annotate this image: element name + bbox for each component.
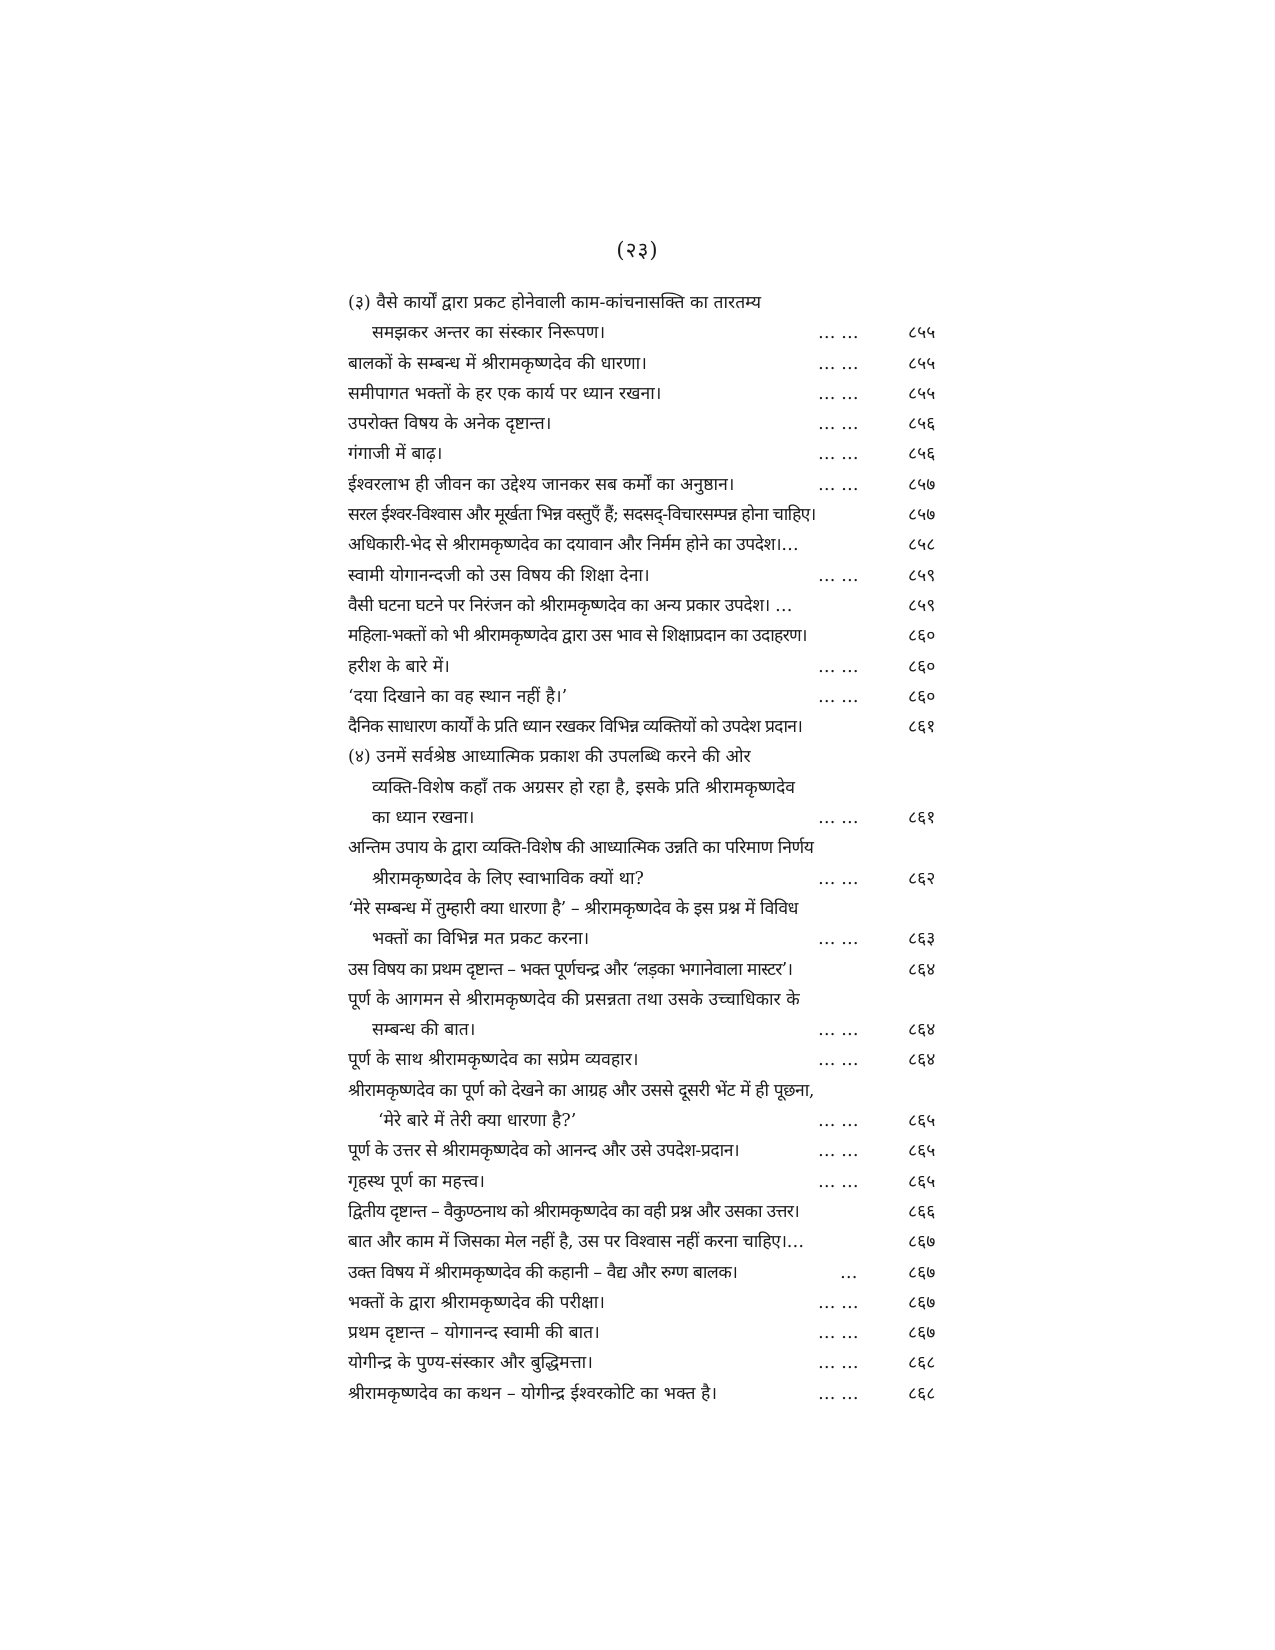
toc-entry-title: हरीश के बारे में। — [348, 656, 450, 677]
toc-page-number: ८५९ — [908, 565, 936, 586]
toc-entry — [348, 561, 960, 591]
toc-entry — [348, 1197, 960, 1227]
toc-entry — [348, 652, 960, 682]
toc-entry-title: ‘मेरे सम्बन्ध में तुम्हारी क्या धारणा है’ – श्रीरामकृष्णदेव के इस प्रश्न में विविध — [348, 898, 798, 919]
toc-entry-title: भक्तों का विभिन्न मत प्रकट करना। — [372, 929, 590, 950]
toc-entry-title: का ध्यान रखना। — [372, 808, 475, 829]
toc-entry — [348, 803, 960, 833]
toc-page-number: ८५५ — [908, 323, 936, 344]
toc-entry-title: श्रीरामकृष्णदेव का कथन – योगीन्द्र ईश्वरकोटि का भक्त है। — [348, 1383, 717, 1404]
toc-entry — [348, 318, 960, 348]
toc-entry — [348, 621, 960, 651]
toc-entry-title: पूर्ण के उत्तर से श्रीरामकृष्णदेव को आनन्द और उसे उपदेश-प्रदान। — [348, 1141, 740, 1162]
toc-leader-dots: … … — [818, 1323, 859, 1344]
toc-entry-title: योगीन्द्र के पुण्य-संस्कार और बुद्धिमत्ता। — [348, 1353, 593, 1374]
toc-page-number: ८६१ — [908, 717, 936, 738]
toc-entry — [348, 1106, 960, 1136]
toc-leader-dots: … … — [818, 1292, 859, 1313]
toc-entry — [348, 1258, 960, 1288]
toc-entry-title: भक्तों के द्वारा श्रीरामकृष्णदेव की परीक्षा। — [348, 1292, 605, 1313]
toc-leader-dots: … — [840, 1262, 858, 1283]
toc-page-number: ८६५ — [908, 1111, 936, 1132]
toc-entry-title: ईश्वरलाभ ही जीवन का उद्देश्य जानकर सब कर्मों का अनुष्ठान। — [348, 474, 735, 495]
toc-page-number: ८६१ — [908, 808, 936, 829]
toc-entry — [348, 712, 960, 742]
toc-page-number: ८६० — [908, 686, 936, 707]
toc-leader-dots: … … — [818, 1050, 859, 1071]
toc-entry — [348, 439, 960, 469]
toc-entry — [348, 1288, 960, 1318]
toc-leader-dots: … … — [818, 686, 859, 707]
toc-leader-dots: … … — [818, 565, 859, 586]
toc-entry-title: (४) उनमें सर्वश्रेष्ठ आध्यात्मिक प्रकाश की उपलब्धि करने की ओर — [348, 747, 751, 768]
toc-page-number: ८६५ — [908, 1171, 936, 1192]
toc-entry-title: समझकर अन्तर का संस्कार निरूपण। — [372, 323, 606, 344]
toc-entry — [348, 1227, 960, 1257]
toc-entry — [348, 773, 960, 803]
toc-page-number: ८५५ — [908, 383, 936, 404]
toc-leader-dots: … … — [818, 868, 859, 889]
toc-entry-title: स्वामी योगानन्दजी को उस विषय की शिक्षा देना। — [348, 565, 650, 586]
toc-entry — [348, 591, 960, 621]
toc-page-number: ८५६ — [908, 414, 936, 435]
toc-entry — [348, 924, 960, 954]
toc-leader-dots: … … — [818, 1171, 859, 1192]
toc-entry — [348, 833, 960, 863]
toc-entry-title: ‘दया दिखाने का वह स्थान नहीं है।’ — [348, 686, 568, 707]
toc-leader-dots: … … — [818, 383, 859, 404]
toc-entry-title: श्रीरामकृष्णदेव के लिए स्वाभाविक क्यों था? — [372, 868, 644, 889]
toc-entry-title: द्वितीय दृष्टान्त – वैकुण्ठनाथ को श्रीरामकृष्णदेव का वही प्रश्न और उसका उत्तर। — [348, 1201, 800, 1222]
toc-leader-dots: … … — [818, 808, 859, 829]
toc-page-number: ८६७ — [908, 1323, 936, 1344]
toc-entry-title: दैनिक साधारण कार्यों के प्रति ध्यान रखकर विभिन्न व्यक्तियों को उपदेश प्रदान। — [348, 717, 803, 738]
toc-entry — [348, 955, 960, 985]
toc-entry — [348, 1379, 960, 1409]
toc-leader-dots: … … — [818, 474, 859, 495]
toc-page-number: ८५८ — [908, 535, 936, 556]
toc-page-number: ८५५ — [908, 353, 936, 374]
toc-page-number: ८६७ — [908, 1232, 936, 1253]
toc-entry — [348, 288, 960, 318]
toc-entry-title: बात और काम में जिसका मेल नहीं है, उस पर विश्वास नहीं करना चाहिए।… — [348, 1232, 804, 1253]
toc-entry-title: ‘मेरे बारे में तेरी क्या धारणा है?’ — [378, 1111, 577, 1132]
toc-entry — [348, 379, 960, 409]
toc-entry-title: समीपागत भक्तों के हर एक कार्य पर ध्यान रखना। — [348, 383, 662, 404]
toc-entry — [348, 1318, 960, 1348]
toc-leader-dots: … … — [818, 414, 859, 435]
toc-leader-dots: … … — [818, 1141, 859, 1162]
toc-entry-title: उक्त विषय में श्रीरामकृष्णदेव की कहानी – वैद्य और रुग्ण बालक। — [348, 1262, 738, 1283]
toc-entry-title: श्रीरामकृष्णदेव का पूर्ण को देखने का आग्रह और उससे दूसरी भेंट में ही पूछना, — [348, 1080, 814, 1101]
toc-entry — [348, 985, 960, 1015]
toc-leader-dots: … … — [818, 1111, 859, 1132]
toc-entry-title: (३) वैसे कार्यों द्वारा प्रकट होनेवाली काम-कांचनासक्ति का तारतम्य — [348, 293, 762, 313]
toc-page-number: ८६० — [908, 626, 936, 647]
toc-entry-title: अधिकारी-भेद से श्रीरामकृष्णदेव का दयावान और निर्मम होने का उपदेश।… — [348, 535, 799, 556]
toc-leader-dots: … … — [818, 1383, 859, 1404]
toc-entry-title: गृहस्थ पूर्ण का महत्त्व। — [348, 1171, 485, 1192]
toc-page-number: ८६० — [908, 656, 936, 677]
toc-leader-dots: … … — [818, 1020, 859, 1041]
toc-page-number: ८६४ — [908, 1020, 936, 1041]
toc-entry-title: व्यक्ति-विशेष कहाँ तक अग्रसर हो रहा है, इसके प्रति श्रीरामकृष्णदेव — [372, 777, 796, 798]
toc-leader-dots: … … — [818, 929, 859, 950]
toc-entry-title: सम्बन्ध की बात। — [372, 1020, 476, 1041]
toc-entry — [348, 1136, 960, 1166]
toc-leader-dots: … … — [818, 1353, 859, 1374]
toc-entry — [348, 894, 960, 924]
toc-page-number: ८६४ — [908, 1050, 936, 1071]
toc-entry-title: वैसी घटना घटने पर निरंजन को श्रीरामकृष्णदेव का अन्य प्रकार उपदेश। … — [348, 595, 793, 616]
toc-leader-dots: … … — [818, 353, 859, 374]
toc-entry — [348, 1076, 960, 1106]
toc-page-number: ८६६ — [908, 1201, 936, 1222]
toc-page-number: ८६२ — [908, 868, 936, 889]
toc-entry-title: प्रथम दृष्टान्त – योगानन्द स्वामी की बात। — [348, 1323, 600, 1344]
toc-entry-title: पूर्ण के साथ श्रीरामकृष्णदेव का सप्रेम व्यवहार। — [348, 1050, 639, 1071]
toc-page-number: ८५६ — [908, 444, 936, 465]
toc-entry — [348, 742, 960, 772]
table-of-contents — [348, 288, 960, 1409]
toc-entry-title: महिला-भक्तों को भी श्रीरामकृष्णदेव द्वारा उस भाव से शिक्षाप्रदान का उदाहरण। — [348, 626, 807, 647]
toc-entry — [348, 1167, 960, 1197]
toc-entry — [348, 864, 960, 894]
toc-page-number: ८५७ — [908, 474, 936, 495]
toc-entry — [348, 1348, 960, 1378]
page-number: (२३) — [616, 238, 659, 262]
toc-page-number: ८६८ — [908, 1353, 936, 1374]
toc-entry — [348, 682, 960, 712]
toc-page-number: ८६५ — [908, 1141, 936, 1162]
toc-leader-dots: … … — [818, 656, 859, 677]
toc-page-number: ८६७ — [908, 1292, 936, 1313]
toc-entry-title: उस विषय का प्रथम दृष्टान्त – भक्त पूर्णचन्द्र और ‘लड़का भगानेवाला मास्टर’। — [348, 959, 793, 980]
toc-leader-dots: … … — [818, 444, 859, 465]
toc-entry — [348, 1015, 960, 1045]
toc-entry — [348, 500, 960, 530]
toc-entry-title: पूर्ण के आगमन से श्रीरामकृष्णदेव की प्रसन्नता तथा उसके उच्चाधिकार के — [348, 989, 800, 1010]
toc-entry — [348, 470, 960, 500]
toc-page-number: ८६८ — [908, 1383, 936, 1404]
toc-page-number: ८६४ — [908, 959, 936, 980]
toc-entry-title: अन्तिम उपाय के द्वारा व्यक्ति-विशेष की आध्यात्मिक उन्नति का परिमाण निर्णय — [348, 838, 814, 859]
toc-page-number: ८६७ — [908, 1262, 936, 1283]
toc-entry-title: गंगाजी में बाढ़। — [348, 444, 443, 465]
toc-entry-title: उपरोक्त विषय के अनेक दृष्टान्त। — [348, 414, 552, 435]
toc-entry — [348, 530, 960, 560]
toc-entry-title: सरल ईश्वर-विश्वास और मूर्खता भिन्न वस्तुएँ हैं; सदसद्-विचारसम्पन्न होना चाहिए। — [348, 505, 816, 526]
toc-leader-dots: … … — [818, 323, 859, 344]
toc-page-number: ८६३ — [908, 929, 936, 950]
toc-page-number: ८५७ — [908, 505, 936, 526]
toc-entry — [348, 409, 960, 439]
toc-entry — [348, 1045, 960, 1075]
toc-entry — [348, 349, 960, 379]
toc-entry-title: बालकों के सम्बन्ध में श्रीरामकृष्णदेव की धारणा। — [348, 353, 647, 374]
toc-page-number: ८५९ — [908, 595, 936, 616]
